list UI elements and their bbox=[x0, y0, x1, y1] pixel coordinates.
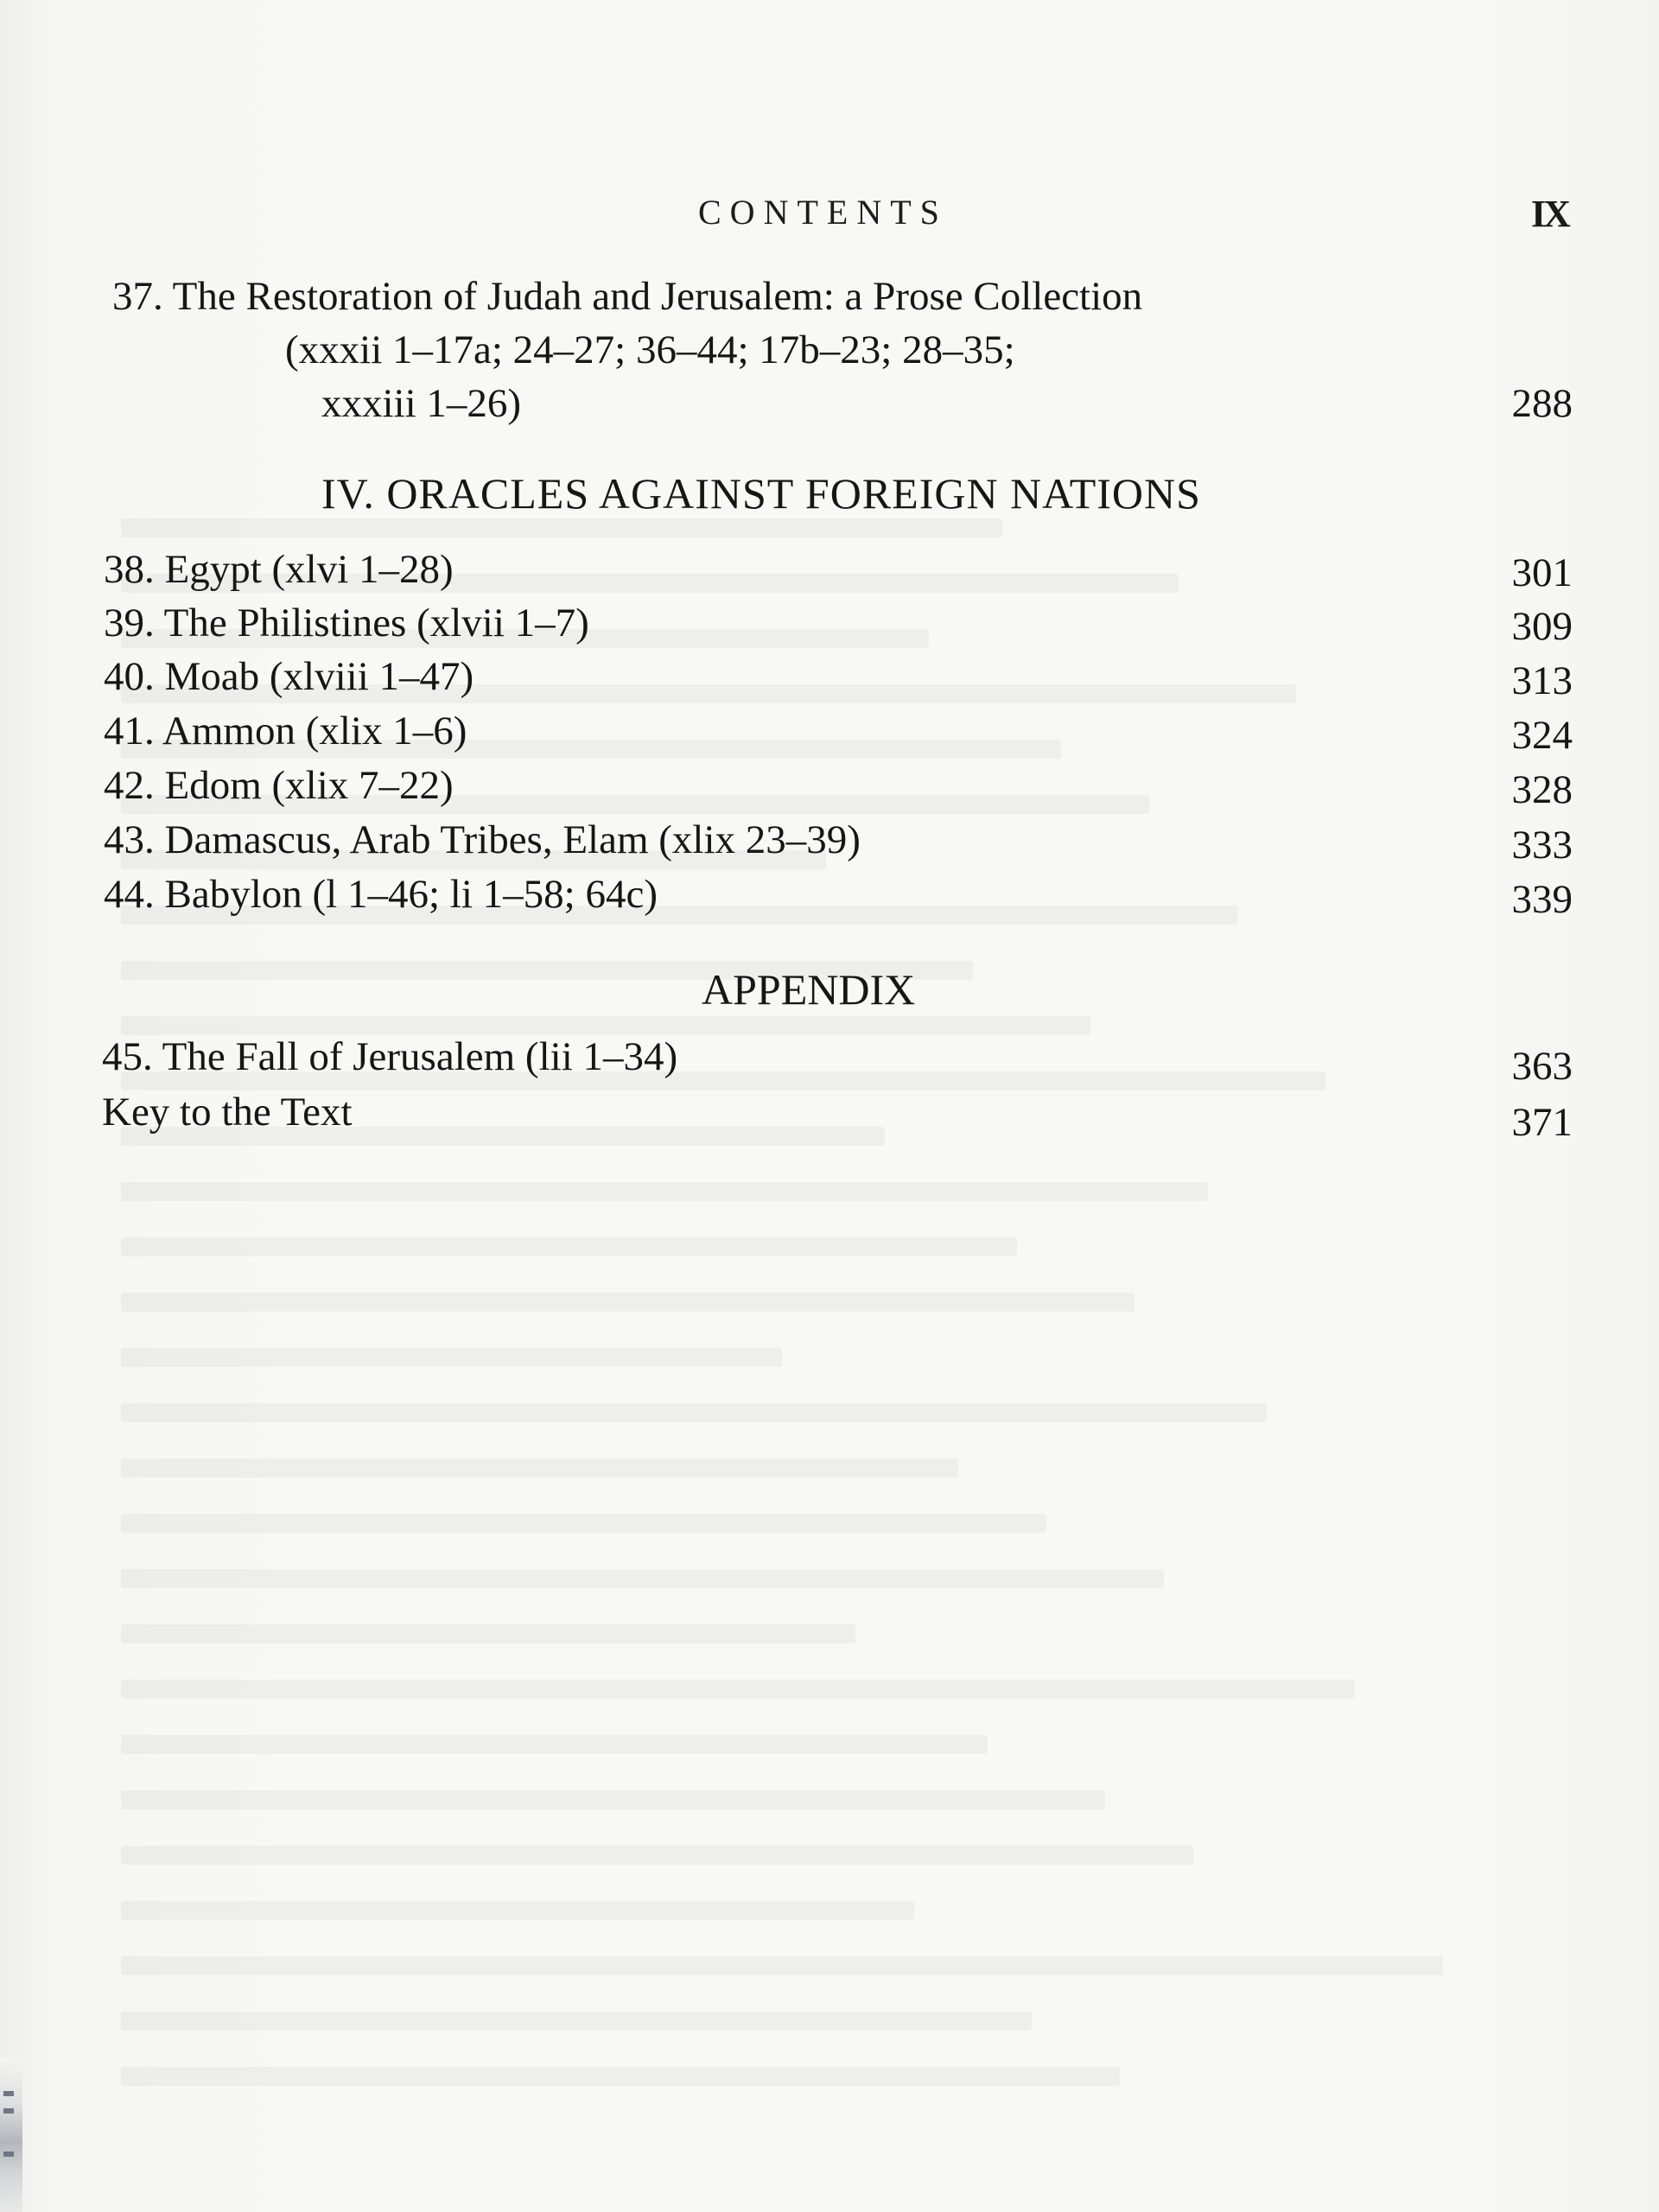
toc-entry-37-line-3: xxxiii 1–26) bbox=[321, 381, 522, 426]
toc-entry-41-page: 324 bbox=[1511, 713, 1573, 758]
toc-entry-45-page: 363 bbox=[1511, 1044, 1573, 1089]
toc-entry-38-page: 301 bbox=[1511, 550, 1573, 595]
toc-entry-44: 44. Babylon (l 1–46; li 1–58; 64c) bbox=[104, 872, 658, 917]
spine-mark bbox=[3, 2152, 14, 2157]
page-number: IX bbox=[1531, 193, 1568, 235]
toc-entry-40-page: 313 bbox=[1511, 658, 1573, 703]
toc-entry-44-page: 339 bbox=[1511, 877, 1573, 922]
spine-mark bbox=[3, 2108, 14, 2113]
toc-entry-43-page: 333 bbox=[1511, 823, 1573, 868]
toc-entry-39: 39. The Philistines (xlvii 1–7) bbox=[104, 601, 589, 645]
toc-entry-42: 42. Edom (xlix 7–22) bbox=[104, 763, 454, 808]
running-title: CONTENTS bbox=[698, 193, 948, 232]
running-head bbox=[0, 192, 1659, 235]
toc-entry-40: 40. Moab (xlviii 1–47) bbox=[104, 654, 474, 699]
section-heading-iv: IV. ORACLES AGAINST FOREIGN NATIONS bbox=[321, 469, 1201, 518]
toc-entry-41: 41. Ammon (xlix 1–6) bbox=[104, 709, 467, 753]
toc-entry-43: 43. Damascus, Arab Tribes, Elam (xlix 23–39) bbox=[104, 817, 861, 862]
toc-entry-42-page: 328 bbox=[1511, 767, 1573, 812]
spine-mark bbox=[3, 2091, 14, 2096]
toc-entry-37-line-1: 37. The Restoration of Judah and Jerusalem: a Prose Collection bbox=[112, 274, 1143, 319]
appendix-heading: APPENDIX bbox=[702, 965, 916, 1014]
book-spine-edge bbox=[0, 2056, 22, 2212]
toc-entry-39-page: 309 bbox=[1511, 604, 1573, 649]
toc-entry-key-to-text: Key to the Text bbox=[102, 1090, 353, 1135]
toc-entry-38: 38. Egypt (xlvi 1–28) bbox=[104, 547, 454, 592]
toc-entry-37-page: 288 bbox=[1511, 381, 1573, 426]
toc-entry-37-line-2: (xxxii 1–17a; 24–27; 36–44; 17b–23; 28–35; bbox=[285, 327, 1015, 372]
toc-entry-key-to-text-page: 371 bbox=[1511, 1100, 1573, 1145]
toc-entry-45: 45. The Fall of Jerusalem (lii 1–34) bbox=[102, 1034, 678, 1079]
